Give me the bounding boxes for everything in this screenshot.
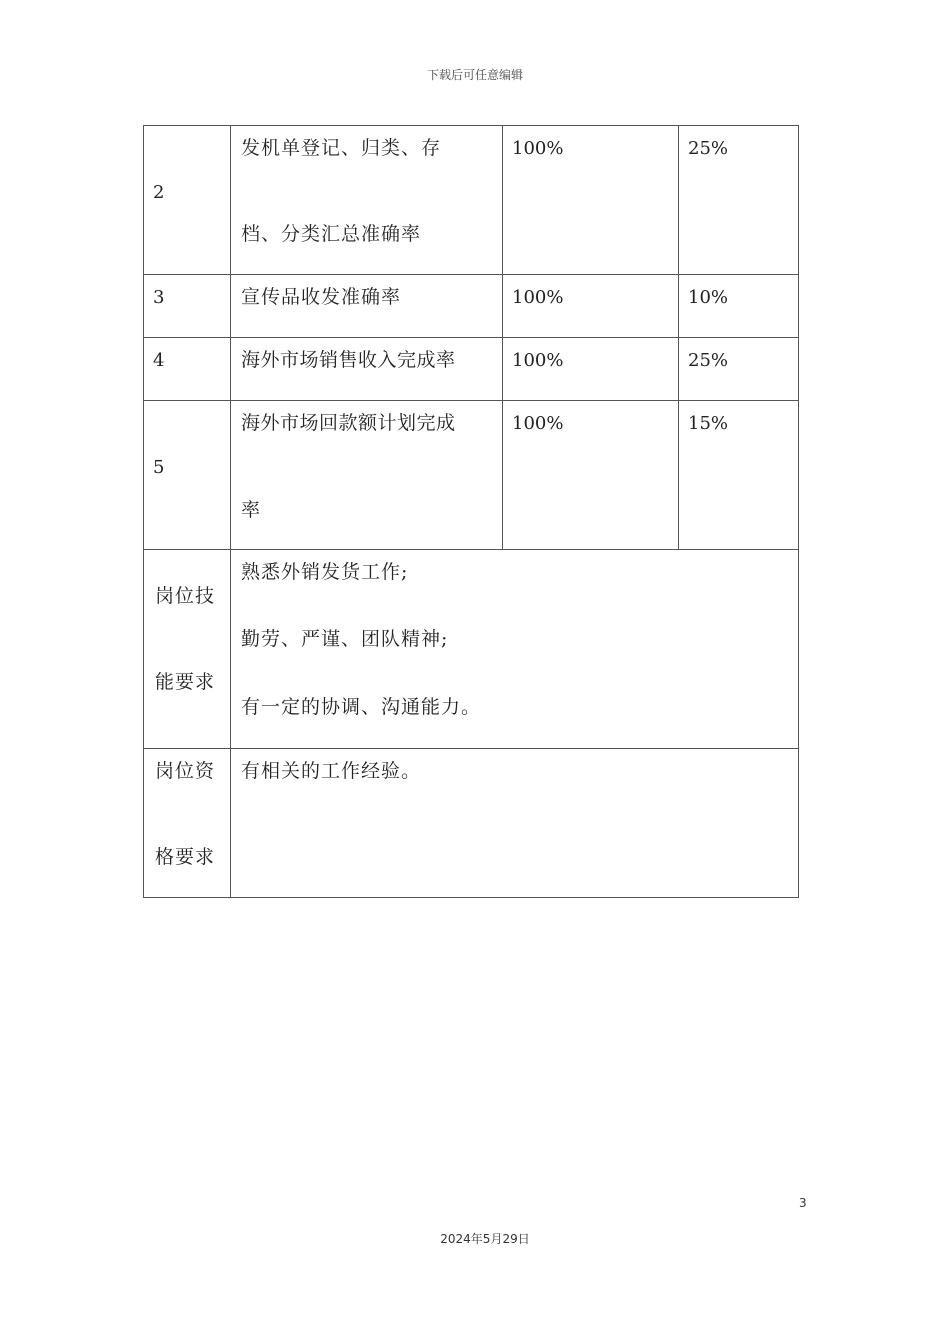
kpi-table — [143, 125, 799, 898]
indicator-cell — [231, 338, 503, 401]
footer-date: 2024年5月29日 — [440, 1232, 530, 1246]
table-row — [144, 338, 799, 401]
target-cell — [503, 401, 679, 550]
table-row — [144, 275, 799, 338]
skills-line: 有一定的协调、沟通能力。 — [241, 696, 482, 718]
target-value: 100% — [512, 138, 564, 159]
target-cell — [503, 338, 679, 401]
table-row — [144, 126, 799, 275]
row-number: 5 — [153, 457, 165, 478]
weight-cell — [679, 401, 799, 550]
indicator-text-line: 发机单登记、归类、存 — [241, 137, 442, 159]
indicator-cell — [231, 275, 503, 338]
qualification-line: 有相关的工作经验。 — [241, 760, 422, 782]
skills-line: 熟悉外销发货工作; — [241, 561, 409, 583]
weight-value: 10% — [688, 287, 729, 308]
weight-cell — [679, 338, 799, 401]
indicator-text-line: 率 — [241, 499, 262, 521]
weight-cell — [679, 275, 799, 338]
target-value: 100% — [512, 287, 564, 308]
skills-line: 勤劳、严谨、团队精神; — [241, 628, 449, 650]
skills-label-line: 岗位技 — [155, 585, 216, 607]
target-cell — [503, 126, 679, 275]
target-cell — [503, 275, 679, 338]
row-number-cell — [144, 338, 231, 401]
indicator-text-line: 宣传品收发准确率 — [241, 286, 402, 308]
row-number-cell — [144, 401, 231, 550]
indicator-text-line: 海外市场回款额计划完成 — [241, 412, 456, 434]
header-note: 下载后可任意编辑 — [426, 68, 523, 82]
row-number: 4 — [153, 350, 165, 371]
target-value: 100% — [512, 413, 564, 434]
row-number-cell — [144, 126, 231, 275]
row-number-cell — [144, 275, 231, 338]
weight-cell — [679, 126, 799, 275]
qualification-content-cell — [231, 749, 799, 898]
skills-row — [144, 550, 799, 749]
qualification-row — [144, 749, 799, 898]
page-number: 3 — [799, 1196, 807, 1210]
row-number: 3 — [153, 287, 165, 308]
skills-label-line: 能要求 — [155, 671, 216, 693]
indicator-text-line: 海外市场销售收入完成率 — [241, 349, 456, 371]
indicator-cell — [231, 126, 503, 275]
indicator-cell — [231, 401, 503, 550]
qualification-label-cell — [144, 749, 231, 898]
qualification-label-line: 格要求 — [155, 846, 216, 868]
row-number: 2 — [153, 182, 165, 203]
weight-value: 25% — [688, 138, 729, 159]
skills-content-cell — [231, 550, 799, 749]
qualification-label-line: 岗位资 — [155, 760, 216, 782]
weight-value: 15% — [688, 413, 729, 434]
table-row — [144, 401, 799, 550]
target-value: 100% — [512, 350, 564, 371]
indicator-text-line: 档、分类汇总准确率 — [241, 223, 422, 245]
weight-value: 25% — [688, 350, 729, 371]
skills-label-cell — [144, 550, 231, 749]
